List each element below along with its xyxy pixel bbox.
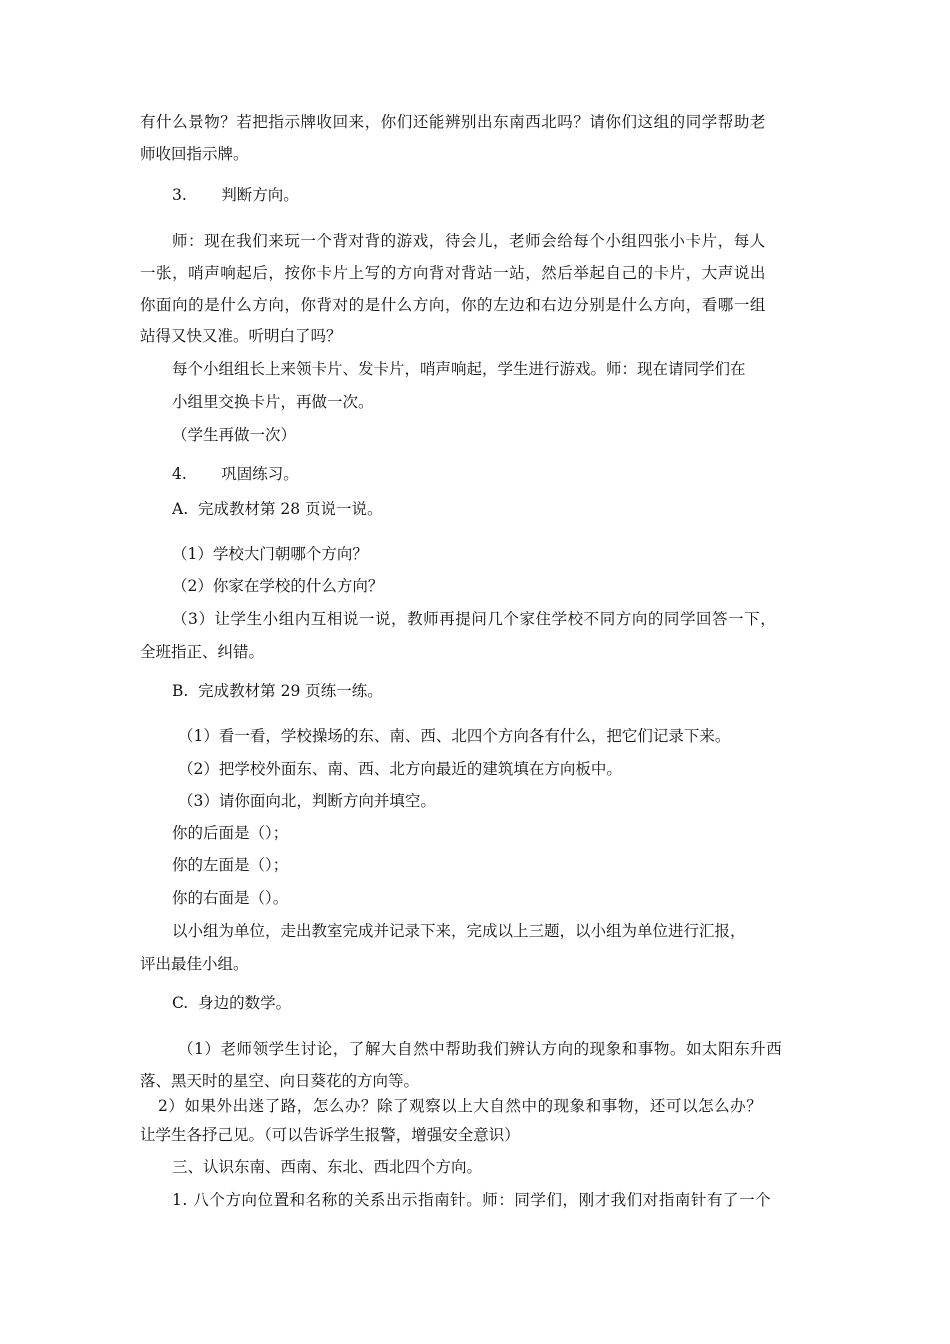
section-heading: 三、认识东南、西南、东北、西北四个方向。 [172,1158,483,1176]
section-heading: 3. 判断方向。 [172,186,299,204]
paragraph-line: 师：现在我们来玩一个背对背的游戏，待会儿，老师会给每个小组四张小卡片，每人 [172,232,766,250]
paragraph-line: 一张，哨声响起后，按你卡片上写的方向背对背站一站，然后举起自己的卡片，大声说出 [140,264,766,282]
section-heading: 4. 巩固练习。 [172,465,299,483]
paragraph-line: 你面向的是什么方向，你背对的是什么方向，你的左边和右边分别是什么方向，看哪一组 [140,296,766,314]
fill-in-line: 你的右面是（）。 [172,889,289,907]
sub-heading: B. 完成教材第 29 页练一练。 [172,682,383,700]
list-item: （1）看一看，学校操场的东、南、西、北四个方向各有什么，把它们记录下来。 [178,727,731,745]
paragraph-line: 站得又快又准。听明白了吗？ [140,327,342,345]
list-item: （2）你家在学校的什么方向？ [172,577,384,595]
list-item: （1）老师领学生讨论，了解大自然中帮助我们辨认方向的现象和事物。如太阳东升西 [178,1040,783,1058]
paragraph-line: 师收回指示牌。 [140,145,249,163]
paragraph-line: 以小组为单位，走出教室完成并记录下来，完成以上三题，以小组为单位进行汇报， [172,922,746,940]
list-item: （2）把学校外面东、南、西、北方向最近的建筑填在方向板中。 [178,760,622,778]
paragraph-line: 小组里交换卡片，再做一次。 [172,393,374,411]
list-item: 2）如果外出迷了路，怎么办？除了观察以上大自然中的现象和事物，还可以怎么办？ [158,1097,763,1115]
paragraph-line: 评出最佳小组。 [140,955,249,973]
list-item: （3）请你面向北，判断方向并填空。 [178,792,436,810]
list-item: （3）让学生小组内互相说一说，教师再提问几个家住学校不同方向的同学回答一下， [172,610,777,628]
paragraph-line: 全班指正、纠错。 [140,643,265,661]
paragraph-line: 1. 八个方向位置和名称的关系出示指南针。师：同学们，刚才我们对指南针有了一个 [172,1191,772,1209]
paragraph-line: 每个小组组长上来领卡片、发卡片，哨声响起，学生进行游戏。师：现在请同学们在 [172,360,746,378]
sub-heading: C. 身边的数学。 [172,994,292,1012]
fill-in-line: 你的后面是（）； [172,824,289,842]
paragraph-line: 落、黑天时的星空、向日葵花的方向等。 [140,1072,420,1090]
paragraph-line: 有什么景物？若把指示牌收回来，你们还能辨别出东南西北吗？请你们这组的同学帮助老 [140,113,766,131]
paragraph-line: （学生再做一次） [172,426,297,444]
paragraph-line: 让学生各抒己见。（可以告诉学生报警，增强安全意识） [140,1126,520,1144]
fill-in-line: 你的左面是（）； [172,856,289,874]
sub-heading: A. 完成教材第 28 页说一说。 [172,500,383,518]
list-item: （1）学校大门朝哪个方向？ [172,545,368,563]
